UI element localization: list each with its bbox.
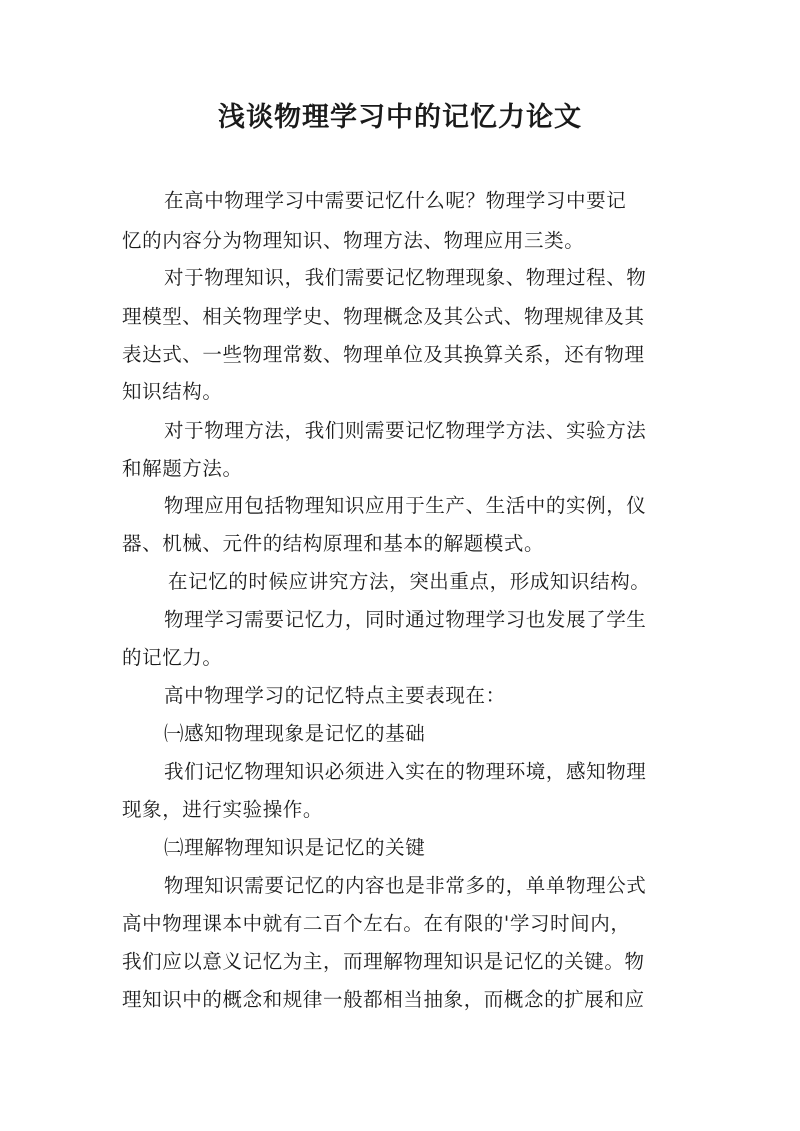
- paragraph-line: 在高中物理学习中需要记忆什么呢？物理学习中要记: [164, 189, 627, 212]
- paragraph-line: 物理学习需要记忆力，同时通过物理学习也发展了学生: [164, 608, 647, 631]
- paragraph-line: 我们记忆物理知识必须进入实在的物理环境，感知物理: [164, 760, 647, 783]
- paragraph-line: 的记忆力。: [122, 646, 223, 669]
- paragraph-line: 物理应用包括物理知识应用于生产、生活中的实例，仪: [164, 494, 647, 517]
- paragraph-line: 理知识中的概念和规律一般都相当抽象，而概念的扩展和应: [122, 988, 645, 1011]
- paragraph-line: 物理知识需要记忆的内容也是非常多的，单单物理公式: [164, 874, 647, 897]
- paragraph-line: 对于物理知识，我们需要记忆物理现象、物理过程、物: [164, 266, 647, 289]
- paragraph-line: 理模型、相关物理学史、物理概念及其公式、物理规律及其: [122, 305, 645, 328]
- paragraph-line: 现象，进行实验操作。: [122, 798, 324, 821]
- paragraph-line: 器、机械、元件的结构原理和基本的解题模式。: [122, 532, 545, 555]
- paragraph-line: 高中物理课本中就有二百个左右。在有限的'学习时间内，: [122, 912, 631, 935]
- paragraph-line: 表达式、一些物理常数、物理单位及其换算关系，还有物理: [122, 343, 645, 366]
- paragraph-line: 高中物理学习的记忆特点主要表现在：: [164, 684, 506, 707]
- paragraph-line: 在记忆的时候应讲究方法，突出重点，形成知识结构。: [168, 570, 651, 593]
- paragraph-line: 和解题方法。: [122, 457, 243, 480]
- section-heading: ㈠感知物理现象是记忆的基础: [164, 722, 426, 745]
- document-title: 浅谈物理学习中的记忆力论文: [218, 102, 582, 133]
- paragraph-line: 知识结构。: [122, 380, 223, 403]
- paragraph-line: 忆的内容分为物理知识、物理方法、物理应用三类。: [122, 229, 585, 252]
- section-heading: ㈡理解物理知识是记忆的关键: [164, 836, 426, 859]
- paragraph-line: 对于物理方法，我们则需要记忆物理学方法、实验方法: [164, 419, 647, 442]
- paragraph-line: 我们应以意义记忆为主，而理解物理知识是记忆的关键。物: [122, 950, 645, 973]
